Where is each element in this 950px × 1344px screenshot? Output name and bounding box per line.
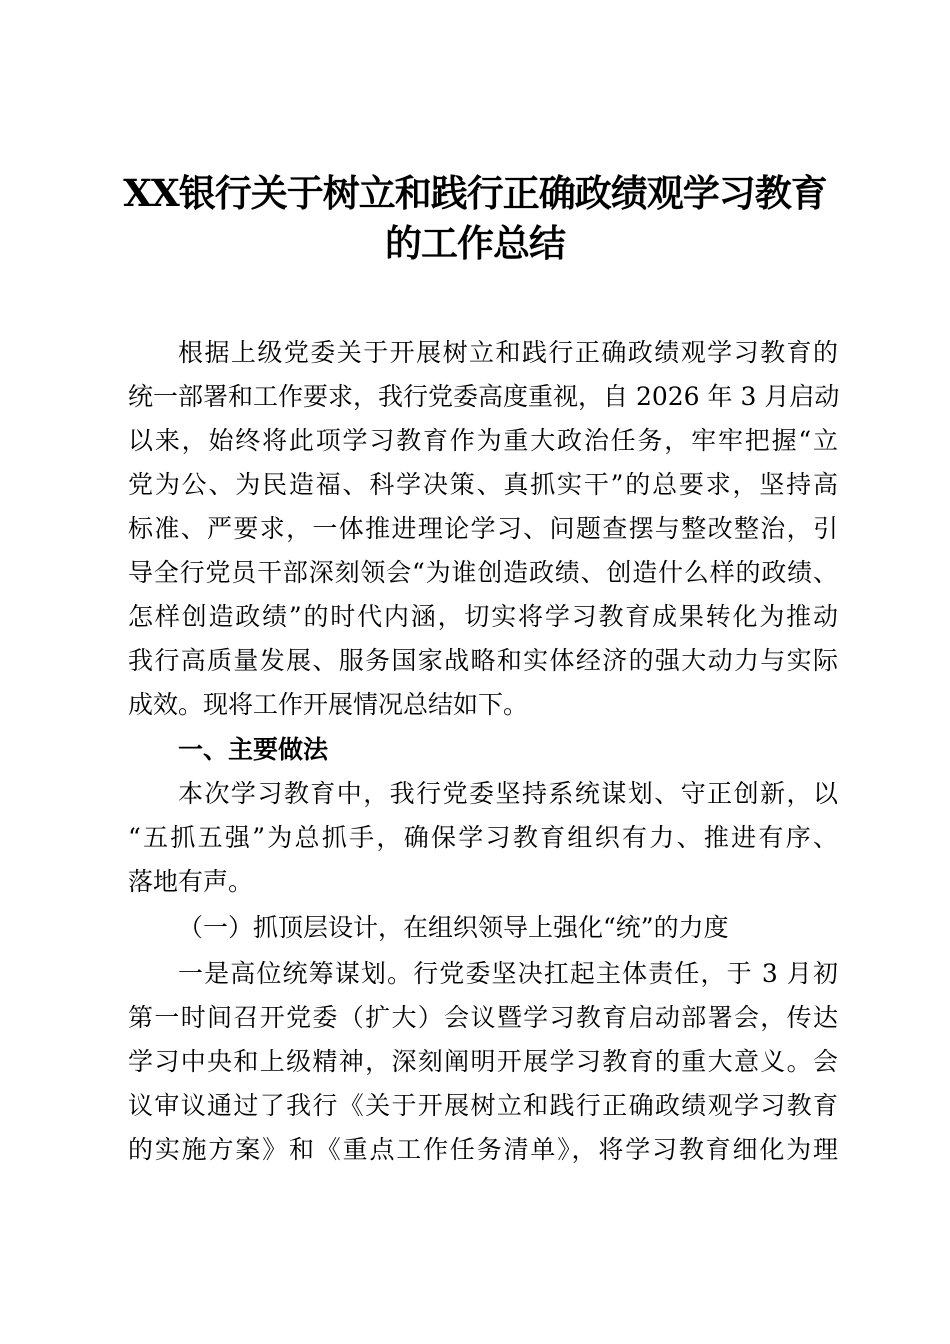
subsection-paragraph-line: 的实施方案》和《重点工作任务清单》，将学习教育细化为理: [128, 1135, 838, 1164]
document-title-line-1: XX银行关于树立和践行正确政绩观学习教育: [123, 171, 827, 215]
section-heading: 一、主要做法: [178, 735, 329, 764]
intro-line: 成效。现将工作开展情况总结如下。: [128, 690, 529, 719]
subsection-heading: （一）抓顶层设计，在组织领导上强化“统”的力度: [178, 913, 729, 942]
section-paragraph-line: “五抓五强”为总抓手，确保学习教育组织有力、推进有序、: [128, 823, 838, 852]
intro-line: 以来，始终将此项学习教育作为重大政治任务，牢牢把握“立: [128, 426, 838, 455]
section-paragraph-line: 本次学习教育中，我行党委坚持系统谋划、守正创新，以: [178, 779, 838, 808]
intro-line: 标准、严要求，一体推进理论学习、问题查摆与整改整治，引: [128, 514, 838, 543]
intro-line: 怎样创造政绩”的时代内涵，切实将学习教育成果转化为推动: [128, 602, 838, 631]
subsection-paragraph-line: 一是高位统筹谋划。行党委坚决扛起主体责任，于 3 月初: [178, 959, 838, 988]
intro-line: 党为公、为民造福、科学决策、真抓实干”的总要求，坚持高: [128, 470, 838, 499]
document-title-line-2: 的工作总结: [385, 221, 565, 265]
section-paragraph-line: 落地有声。: [128, 867, 254, 896]
subsection-paragraph-line: 第一时间召开党委（扩大）会议暨学习教育启动部署会，传达: [128, 1003, 838, 1032]
intro-line: 根据上级党委关于开展树立和践行正确政绩观学习教育的: [178, 338, 838, 367]
intro-line: 统一部署和工作要求，我行党委高度重视，自 2026 年 3 月启动: [128, 382, 840, 411]
intro-line: 导全行党员干部深刻领会“为谁创造政绩、创造什么样的政绩、: [128, 558, 838, 587]
subsection-paragraph-line: 学习中央和上级精神，深刻阐明开展学习教育的重大意义。会: [128, 1047, 838, 1076]
intro-line: 我行高质量发展、服务国家战略和实体经济的强大动力与实际: [128, 646, 838, 675]
subsection-paragraph-line: 议审议通过了我行《关于开展树立和践行正确政绩观学习教育: [128, 1091, 838, 1120]
